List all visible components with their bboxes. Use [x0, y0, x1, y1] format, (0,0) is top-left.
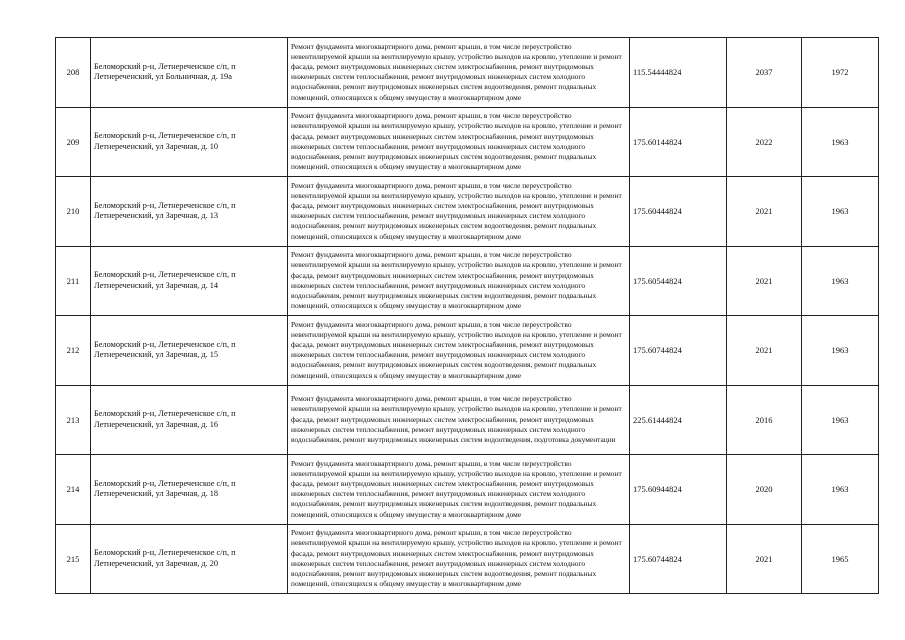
table-row	[56, 38, 879, 108]
area-cell: 115.54444824	[630, 38, 727, 108]
address-cell: Беломорский р-н, Летнереченское с/п, п Летнереченский, ул Заречная, д. 16	[91, 385, 288, 455]
address-cell: Беломорский р-н, Летнереченское с/п, п Летнереченский, ул Заречная, д. 15	[91, 316, 288, 386]
works-cell: Ремонт фундамента многоквартирного дома, ремонт крыши, в том числе переустройство невентилируемой крыши на вентилируемую крышу, устройство выходов на кровлю, утепление и ремонт фасада, ремонт внутридомовых инженерных систем электроснабжения, ремонт внутридомовых инженерных систем теплоснабжения, ремонт внутридомовых инженерных систем холодного водоснабжения, ремонт внутридомовых инженерных систем водоотведения, ремонт подвальных помещений, относящихся к общему имуществу в многоквартирном доме	[288, 177, 630, 247]
address-cell: Беломорский р-н, Летнереченское с/п, п Летнереченский, ул Заречная, д. 18	[91, 455, 288, 525]
area-cell: 175.60944824	[630, 455, 727, 525]
build-year-cell: 1963	[802, 107, 879, 177]
row-number: 213	[56, 385, 91, 455]
works-cell: Ремонт фундамента многоквартирного дома, ремонт крыши, в том числе переустройство невентилируемой крыши на вентилируемую крышу, устройство выходов на кровлю, утепление и ремонт фасада, ремонт внутридомовых инженерных систем электроснабжения, ремонт внутридомовых инженерных систем теплоснабжения, ремонт внутридомовых инженерных систем холодного водоснабжения, ремонт внутридомовых инженерных систем водоотведения, ремонт подвальных помещений, относящихся к общему имуществу в многоквартирном доме	[288, 38, 630, 108]
build-year-cell: 1963	[802, 246, 879, 316]
address-cell: Беломорский р-н, Летнереченское с/п, п Летнереченский, ул Заречная, д. 20	[91, 524, 288, 594]
row-number: 215	[56, 524, 91, 594]
repair-year-cell: 2021	[727, 246, 802, 316]
area-cell: 175.60744824	[630, 524, 727, 594]
works-cell: Ремонт фундамента многоквартирного дома, ремонт крыши, в том числе переустройство невентилируемой крыши на вентилируемую крышу, устройство выходов на кровлю, утепление и ремонт фасада, ремонт внутридомовых инженерных систем электроснабжения, ремонт внутридомовых инженерных систем теплоснабжения, ремонт внутридомовых инженерных систем холодного водоснабжения, ремонт внутридомовых инженерных систем водоотведения, подготовка документации	[288, 385, 630, 455]
build-year-cell: 1972	[802, 38, 879, 108]
table-row	[56, 316, 879, 386]
area-cell: 225.61444824	[630, 385, 727, 455]
repair-year-cell: 2016	[727, 385, 802, 455]
repair-year-cell: 2020	[727, 455, 802, 525]
repair-year-cell: 2021	[727, 316, 802, 386]
table-row	[56, 246, 879, 316]
table-row	[56, 385, 879, 455]
table-row	[56, 524, 879, 594]
area-cell: 175.60144824	[630, 107, 727, 177]
housing-register-table	[55, 37, 879, 594]
address-cell: Беломорский р-н, Летнереченское с/п, п Летнереченский, ул Больничная, д. 19а	[91, 38, 288, 108]
row-number: 211	[56, 246, 91, 316]
repair-year-cell: 2021	[727, 177, 802, 247]
build-year-cell: 1963	[802, 385, 879, 455]
address-cell: Беломорский р-н, Летнереченское с/п, п Летнереченский, ул Заречная, д. 10	[91, 107, 288, 177]
works-cell: Ремонт фундамента многоквартирного дома, ремонт крыши, в том числе переустройство невентилируемой крыши на вентилируемую крышу, устройство выходов на кровлю, утепление и ремонт фасада, ремонт внутридомовых инженерных систем электроснабжения, ремонт внутридомовых инженерных систем теплоснабжения, ремонт внутридомовых инженерных систем холодного водоснабжения, ремонт внутридомовых инженерных систем водоотведения, ремонт подвальных помещений, относящихся к общему имуществу в многоквартирном доме	[288, 107, 630, 177]
area-cell: 175.60744824	[630, 316, 727, 386]
table-row	[56, 455, 879, 525]
build-year-cell: 1963	[802, 455, 879, 525]
address-cell: Беломорский р-н, Летнереченское с/п, п Летнереченский, ул Заречная, д. 13	[91, 177, 288, 247]
works-cell: Ремонт фундамента многоквартирного дома, ремонт крыши, в том числе переустройство невентилируемой крыши на вентилируемую крышу, устройство выходов на кровлю, утепление и ремонт фасада, ремонт внутридомовых инженерных систем электроснабжения, ремонт внутридомовых инженерных систем теплоснабжения, ремонт внутридомовых инженерных систем холодного водоснабжения, ремонт внутридомовых инженерных систем водоотведения, ремонт подвальных помещений, относящихся к общему имуществу в многоквартирном доме	[288, 316, 630, 386]
area-cell: 175.60544824	[630, 246, 727, 316]
repair-year-cell: 2022	[727, 107, 802, 177]
table-row	[56, 107, 879, 177]
row-number: 209	[56, 107, 91, 177]
row-number: 210	[56, 177, 91, 247]
works-cell: Ремонт фундамента многоквартирного дома, ремонт крыши, в том числе переустройство невентилируемой крыши на вентилируемую крышу, устройство выходов на кровлю, утепление и ремонт фасада, ремонт внутридомовых инженерных систем электроснабжения, ремонт внутридомовых инженерных систем теплоснабжения, ремонт внутридомовых инженерных систем холодного водоснабжения, ремонт внутридомовых инженерных систем водоотведения, ремонт подвальных помещений, относящихся к общему имуществу в многоквартирном доме	[288, 246, 630, 316]
works-cell: Ремонт фундамента многоквартирного дома, ремонт крыши, в том числе переустройство невентилируемой крыши на вентилируемую крышу, устройство выходов на кровлю, утепление и ремонт фасада, ремонт внутридомовых инженерных систем электроснабжения, ремонт внутридомовых инженерных систем теплоснабжения, ремонт внутридомовых инженерных систем холодного водоснабжения, ремонт внутридомовых инженерных систем водоотведения, ремонт подвальных помещений, относящихся к общему имуществу в многоквартирном доме	[288, 455, 630, 525]
row-number: 212	[56, 316, 91, 386]
row-number: 214	[56, 455, 91, 525]
build-year-cell: 1965	[802, 524, 879, 594]
address-cell: Беломорский р-н, Летнереченское с/п, п Летнереченский, ул Заречная, д. 14	[91, 246, 288, 316]
repair-year-cell: 2021	[727, 524, 802, 594]
works-cell: Ремонт фундамента многоквартирного дома, ремонт крыши, в том числе переустройство невентилируемой крыши на вентилируемую крышу, устройство выходов на кровлю, утепление и ремонт фасада, ремонт внутридомовых инженерных систем электроснабжения, ремонт внутридомовых инженерных систем теплоснабжения, ремонт внутридомовых инженерных систем холодного водоснабжения, ремонт внутридомовых инженерных систем водоотведения, ремонт подвальных помещений, относящихся к общему имуществу в многоквартирном доме	[288, 524, 630, 594]
repair-year-cell: 2037	[727, 38, 802, 108]
area-cell: 175.60444824	[630, 177, 727, 247]
row-number: 208	[56, 38, 91, 108]
table-row	[56, 177, 879, 247]
build-year-cell: 1963	[802, 316, 879, 386]
build-year-cell: 1963	[802, 177, 879, 247]
